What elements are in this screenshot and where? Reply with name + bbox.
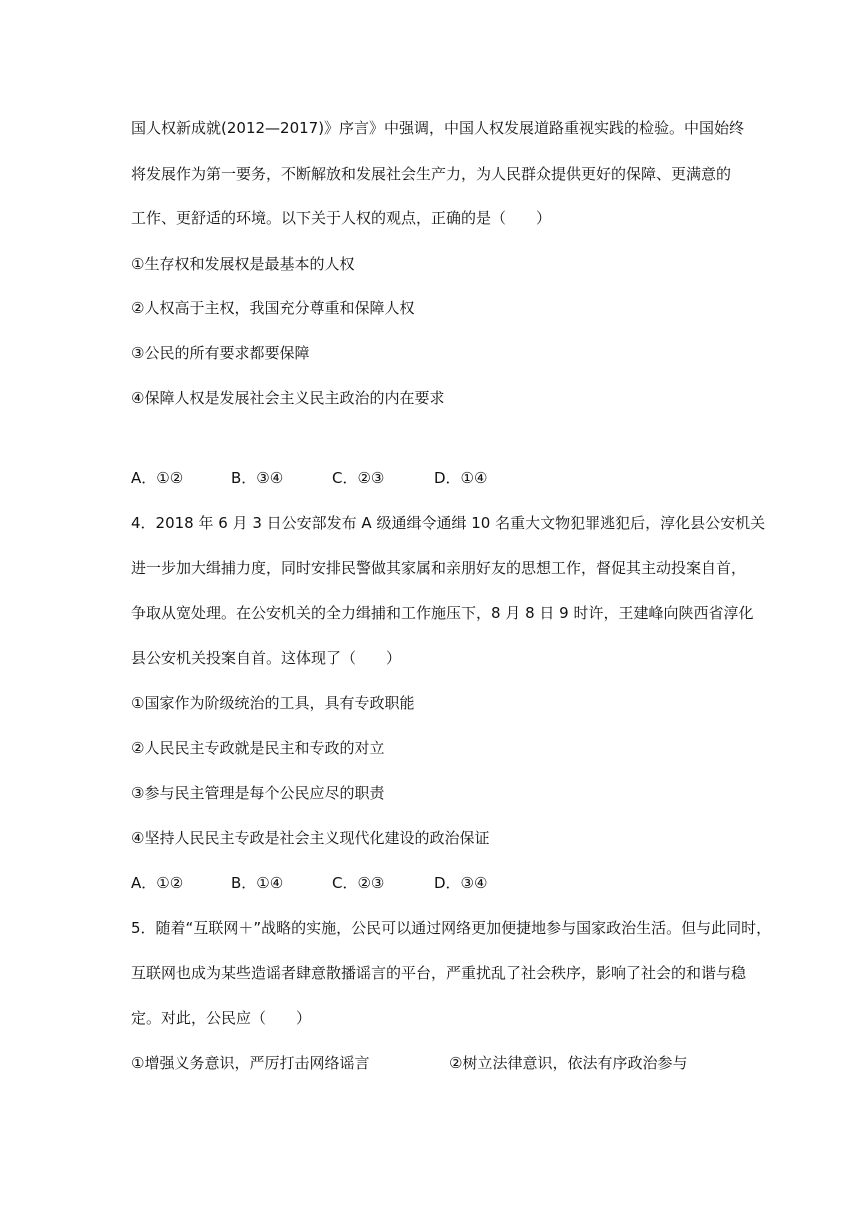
q3-option-d: D．①④ xyxy=(434,469,488,487)
q4-option-c: C．②③ xyxy=(332,874,385,892)
q3-option-b: B．③④ xyxy=(231,469,284,487)
q3-option-c: C．②③ xyxy=(332,469,385,487)
q4-option-d: D．③④ xyxy=(434,874,488,892)
q4-stem-line-2: 进一步加大缉捕力度，同时安排民警做其家属和亲朋好友的思想工作，督促其主动投案自首， xyxy=(131,559,747,577)
q3-stem-line-3: 工作、更舒适的环境。以下关于人权的观点，正确的是（ ） xyxy=(131,209,552,227)
q4-option-a: A．①② xyxy=(131,874,184,892)
q4-statement-2: ②人民民主专政就是民主和专政的对立 xyxy=(131,739,385,757)
q5-statement-2: ②树立法律意识，依法有序政治参与 xyxy=(449,1054,688,1072)
q3-statement-1: ①生存权和发展权是最基本的人权 xyxy=(131,255,355,273)
q4-statement-1: ①国家作为阶级统治的工具，具有专政职能 xyxy=(131,694,415,712)
q5-statements-row xyxy=(131,1053,741,1073)
q3-statement-4: ④保障人权是发展社会主义民主政治的内在要求 xyxy=(131,389,445,407)
q5-stem-line-2: 互联网也成为某些造谣者肆意散播谣言的平台，严重扰乱了社会秩序，影响了社会的和谐与稳 xyxy=(131,964,747,982)
q5-stem-line-1: 5．随着“互联网＋”战略的实施，公民可以通过网络更加便捷地参与国家政治生活。但与此同时， xyxy=(131,919,772,937)
q4-statement-4: ④坚持人民民主专政是社会主义现代化建设的政治保证 xyxy=(131,829,490,847)
q3-option-a: A．①② xyxy=(131,469,184,487)
q5-stem-line-3: 定。对此，公民应（ ） xyxy=(131,1009,312,1027)
q4-stem-line-4: 县公安机关投案自首。这体现了（ ） xyxy=(131,649,402,667)
q4-statement-3: ③参与民主管理是每个公民应尽的职责 xyxy=(131,784,385,802)
q3-stem-line-1: 国人权新成就(2012—2017)》序言》中强调，中国人权发展道路重视实践的检验。中国始终 xyxy=(131,119,745,137)
q3-statement-3: ③公民的所有要求都要保障 xyxy=(131,344,310,362)
q3-statement-2: ②人权高于主权，我国充分尊重和保障人权 xyxy=(131,299,415,317)
q4-stem-line-3: 争取从宽处理。在公安机关的全力缉捕和工作施压下，8 月 8 日 9 时许，王建峰向陕西省淳化 xyxy=(131,604,754,622)
q4-stem-line-1: 4．2018 年 6 月 3 日公安部发布 A 级通缉令通缉 10 名重大文物犯罪逃犯后，淳化县公安机关 xyxy=(131,514,766,532)
q4-option-b: B．①④ xyxy=(231,874,284,892)
q3-stem-line-2: 将发展作为第一要务，不断解放和发展社会生产力，为人民群众提供更好的保障、更满意的 xyxy=(131,165,732,183)
q5-statement-1: ①增强义务意识，严厉打击网络谣言 xyxy=(131,1054,370,1072)
